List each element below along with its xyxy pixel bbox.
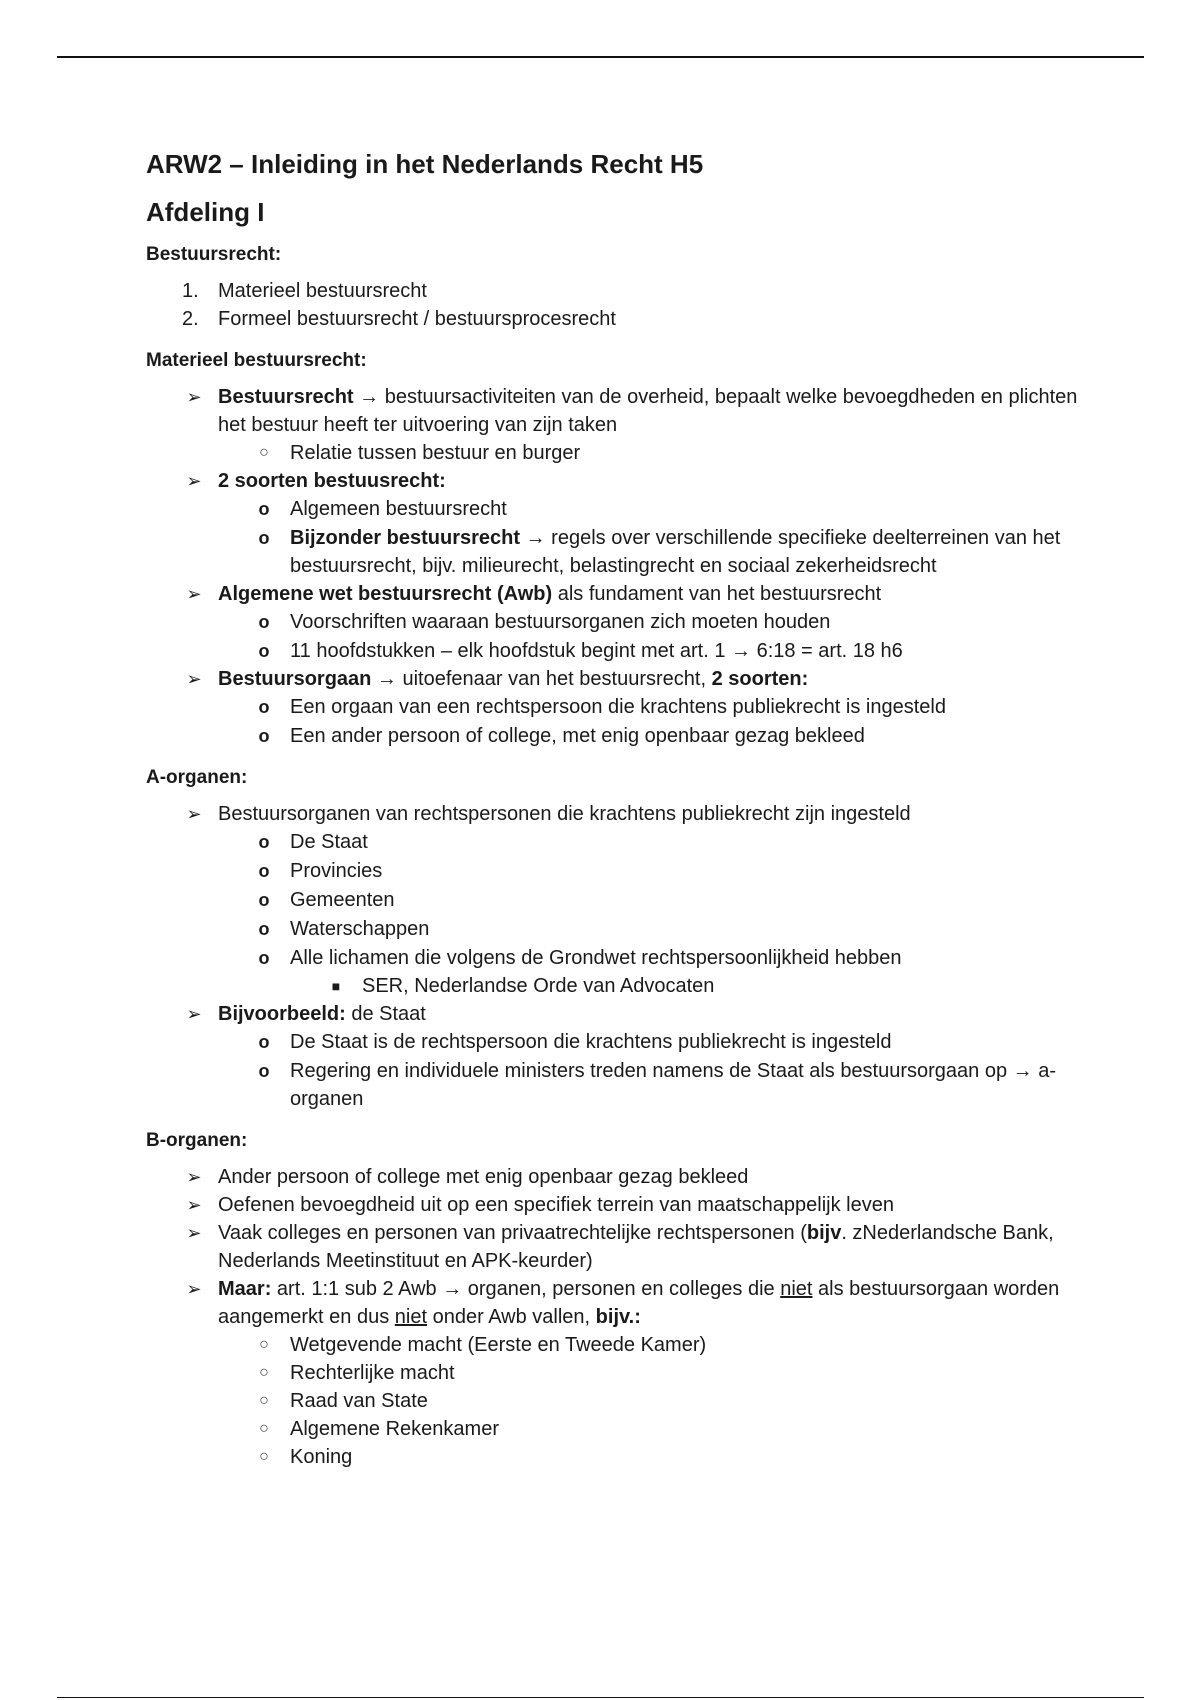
bullet-list: [146, 383, 1106, 750]
bottom-rule: [57, 1697, 1144, 1698]
arrow-bullet-icon: ➢: [186, 669, 202, 689]
circle-bullet-icon: ○: [259, 1448, 269, 1465]
arrow-bullet-icon: ➢: [186, 387, 202, 407]
arrow-bullet-icon: ➢: [186, 804, 202, 824]
list-item: o Gemeenten: [218, 886, 1106, 914]
list-item: ➢ Ander persoon of college met enig openbaar gezag bekleed: [146, 1163, 1106, 1191]
list-item: ➢ Maar: art. 1:1 sub 2 Awb → organen, personen en colleges die niet als bestuursorgaan worden aangemerkt en dus niet onder Awb vallen, bijv.: ○ Wetgevende macht (Eerste en Tweede Kamer) ○ Rechterlijke macht ○ Raad van State ○ Algemene Rekenkamer ○ Koning: [146, 1275, 1106, 1471]
list-item: ➢ Oefenen bevoegdheid uit op een specifiek terrein van maatschappelijk leven: [146, 1191, 1106, 1219]
circle-bullet-icon: ○: [259, 1392, 269, 1409]
arrow-bullet-icon: ➢: [186, 584, 202, 604]
section-heading-afdeling: Afdeling I: [146, 197, 265, 227]
list-item: o Alle lichamen die volgens de Grondwet rechtspersoonlijkheid hebben ■ SER, Nederlandse Orde van Advocaten: [218, 944, 1106, 1000]
list-item: ➢ Vaak colleges en personen van privaatrechtelijke rechtspersonen (bijv. zNederlandsche Bank, Nederlands Meetinstituut en APK-keurder): [146, 1219, 1106, 1275]
arrow-bullet-icon: ➢: [186, 1195, 202, 1215]
list-item: o Bijzonder bestuursrecht → regels over verschillende specifieke deelterreinen van het bestuursrecht, bijv. milieurecht, belastingrecht en sociaal zekerheidsrecht: [218, 524, 1106, 580]
circle-bullet-icon: o: [258, 832, 270, 852]
list-item: ○ Algemene Rekenkamer: [218, 1415, 1106, 1443]
list-item: ➢ Bestuursorgaan → uitoefenaar van het bestuursrecht, 2 soorten: o Een orgaan van een rechtspersoon die krachtens publiekrecht is ingesteld o Een ander persoon of college, met enig openbaar gezag bekleed: [146, 665, 1106, 750]
circle-bullet-icon: ○: [259, 1420, 269, 1437]
circle-bullet-icon: o: [258, 948, 270, 968]
arrow-bullet-icon: ➢: [186, 1004, 202, 1024]
top-rule: [57, 56, 1144, 58]
list-item: ○ Wetgevende macht (Eerste en Tweede Kamer): [218, 1331, 1106, 1359]
list-item: o Waterschappen: [218, 915, 1106, 943]
list-item: o Een orgaan van een rechtspersoon die krachtens publiekrecht is ingesteld: [218, 693, 1106, 721]
list-item: ➢ Algemene wet bestuursrecht (Awb) als fundament van het bestuursrecht o Voorschriften waaraan bestuursorganen zich moeten houden o 11 hoofdstukken – elk hoofdstuk begint met art. 1 → 6:18 = art. 18 h6: [146, 580, 1106, 665]
circle-bullet-icon: o: [258, 612, 270, 632]
circle-bullet-icon: o: [258, 641, 270, 661]
list-item: o De Staat: [218, 828, 1106, 856]
list-item: ■ SER, Nederlandse Orde van Advocaten: [290, 972, 1106, 1000]
circle-bullet-icon: o: [258, 1032, 270, 1052]
list-item: ➢ Bestuursrecht → bestuursactiviteiten van de overheid, bepaalt welke bevoegdheden en plichten het bestuur heeft ter uitvoering van zijn taken ○ Relatie tussen bestuur en burger: [146, 383, 1106, 467]
numbered-list: [146, 277, 1106, 333]
subheading-b-organen: B-organen:: [146, 1130, 248, 1151]
list-item: o Algemeen bestuursrecht: [218, 495, 1106, 523]
subheading-bestuursrecht: Bestuursrecht:: [146, 244, 282, 265]
list-item: ○ Koning: [218, 1443, 1106, 1471]
circle-bullet-icon: o: [258, 1061, 270, 1081]
circle-bullet-icon: o: [258, 726, 270, 746]
list-item: 2. Formeel bestuursrecht / bestuursprocesrecht: [182, 308, 616, 330]
list-item: o Regering en individuele ministers treden namens de Staat als bestuursorgaan op → a-organen: [218, 1057, 1106, 1113]
square-bullet-icon: ■: [331, 978, 341, 994]
circle-bullet-icon: ○: [259, 444, 269, 461]
subheading-materieel: Materieel bestuursrecht:: [146, 350, 367, 371]
circle-bullet-icon: o: [258, 697, 270, 717]
list-item: o Voorschriften waaraan bestuursorganen zich moeten houden: [218, 608, 1106, 636]
list-item: o De Staat is de rechtspersoon die krachtens publiekrecht is ingesteld: [218, 1028, 1106, 1056]
circle-bullet-icon: ○: [259, 1336, 269, 1353]
list-item: o Een ander persoon of college, met enig openbaar gezag bekleed: [218, 722, 1106, 750]
subheading-a-organen: A-organen:: [146, 767, 248, 788]
arrow-bullet-icon: ➢: [186, 1167, 202, 1187]
list-item: ○ Relatie tussen bestuur en burger: [218, 439, 1106, 467]
list-item: 1. Materieel bestuursrecht: [182, 280, 427, 302]
arrow-bullet-icon: ➢: [186, 1279, 202, 1299]
list-item: ➢ 2 soorten bestuusrecht: o Algemeen bestuursrecht o Bijzonder bestuursrecht → regels over verschillende specifieke deelterreinen van het bestuursrecht, bijv. milieurecht, belastingrecht en sociaal zekerheidsrecht: [146, 467, 1106, 580]
bullet-list: [146, 1163, 1106, 1471]
arrow-bullet-icon: ➢: [186, 471, 202, 491]
list-item: ○ Raad van State: [218, 1387, 1106, 1415]
list-item: ○ Rechterlijke macht: [218, 1359, 1106, 1387]
circle-bullet-icon: ○: [259, 1364, 269, 1381]
circle-bullet-icon: o: [258, 528, 270, 548]
document-page: [146, 145, 1106, 1471]
circle-bullet-icon: o: [258, 861, 270, 881]
circle-bullet-icon: o: [258, 890, 270, 910]
list-item: ➢ Bestuursorganen van rechtspersonen die krachtens publiekrecht zijn ingesteld o De Staat o Provincies o Gemeenten o Waterschappen o Alle lichamen die volgens de Grondwet rechtspersoonlijkheid hebben ■ SER, Nederlandse Orde van Advocaten: [146, 800, 1106, 1000]
list-item: o 11 hoofdstukken – elk hoofdstuk begint met art. 1 → 6:18 = art. 18 h6: [218, 637, 1106, 665]
arrow-bullet-icon: ➢: [186, 1223, 202, 1243]
bullet-list: [146, 800, 1106, 1113]
list-item: ➢ Bijvoorbeeld: de Staat o De Staat is de rechtspersoon die krachtens publiekrecht is ingesteld o Regering en individuele ministers treden namens de Staat als bestuursorgaan op → a-organen: [146, 1000, 1106, 1113]
circle-bullet-icon: o: [258, 499, 270, 519]
list-item: o Provincies: [218, 857, 1106, 885]
circle-bullet-icon: o: [258, 919, 270, 939]
document-title: ARW2 – Inleiding in het Nederlands Recht H5: [146, 149, 704, 179]
